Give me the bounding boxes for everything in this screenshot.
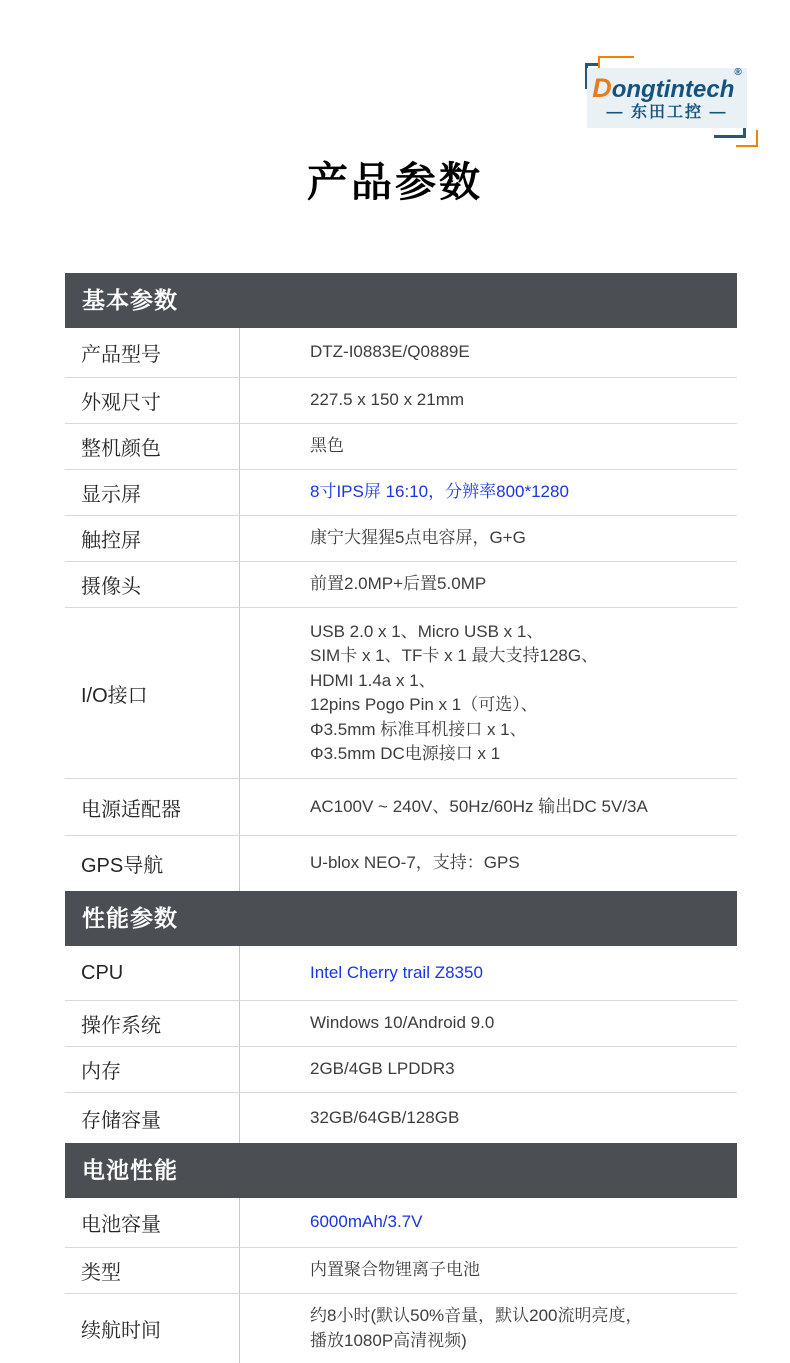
section-header-battery-params: 电池性能: [65, 1143, 737, 1198]
row-label: 整机颜色: [65, 424, 240, 469]
spec-row-storage: [65, 1093, 737, 1143]
row-label: GPS导航: [65, 836, 240, 891]
brand-chinese-name: — 东田工控 —: [606, 103, 728, 121]
row-value: AC100V ~ 240V、50Hz/60Hz 输出DC 5V/3A: [310, 796, 648, 816]
brand-rest: ongtintech: [611, 76, 735, 104]
product-spec-table: [65, 273, 737, 1363]
spec-row-display: [65, 470, 737, 516]
row-value: DTZ-I0883E/Q0889E: [310, 342, 470, 362]
spec-row-camera: [65, 562, 737, 608]
spec-row-io-ports: [65, 608, 737, 779]
io-line: 12pins Pogo Pin x 1（可选）、: [310, 695, 538, 714]
row-label: 触控屏: [65, 516, 240, 561]
row-value: 227.5 x 150 x 21mm: [310, 390, 465, 410]
row-value-multiline: [240, 1294, 737, 1363]
battery-life-line: 播放1080P高清视频): [310, 1330, 467, 1350]
row-label: CPU: [65, 946, 240, 1000]
spec-row-battery-capacity: [65, 1198, 737, 1248]
row-value: 黑色: [310, 436, 344, 456]
row-label: 操作系统: [65, 1001, 240, 1046]
spec-row-power-adapter: [65, 779, 737, 836]
battery-life-line: 约8小时(默认50%音量，默认200流明亮度，: [310, 1306, 643, 1325]
io-line: Φ3.5mm DC电源接口 x 1: [310, 744, 501, 763]
registered-trademark-icon: ®: [734, 67, 742, 79]
row-label: 电源适配器: [65, 779, 240, 835]
spec-row-battery-life: [65, 1294, 737, 1363]
section-header-performance-params: 性能参数: [65, 891, 737, 946]
row-label: 存储容量: [65, 1093, 240, 1143]
io-line: USB 2.0 x 1、Micro USB x 1、: [310, 621, 544, 641]
row-value-highlighted: Intel Cherry trail Z8350: [310, 962, 483, 982]
row-value-multiline: [240, 608, 737, 778]
row-label: 外观尺寸: [65, 378, 240, 423]
brand-logo: [587, 68, 747, 128]
page-title: 产品参数: [307, 159, 483, 205]
spec-row-product-model: [65, 328, 737, 378]
row-label: I/O接口: [65, 608, 240, 778]
row-label: 产品型号: [65, 328, 240, 377]
io-line: Φ3.5mm 标准耳机接口 x 1、: [310, 719, 527, 739]
row-label: 续航时间: [65, 1294, 240, 1363]
row-value: U-blox NEO-7，支持：GPS: [310, 853, 520, 873]
row-value: 康宁大猩猩5点电容屏，G+G: [310, 528, 526, 548]
logo-corner-bracket-orange-top-left-icon: [598, 56, 634, 68]
io-line: SIM卡 x 1、TF卡 x 1 最大支持128G、: [310, 646, 599, 665]
io-line: HDMI 1.4a x 1、: [310, 670, 436, 690]
spec-row-memory: [65, 1047, 737, 1093]
row-value: 32GB/64GB/128GB: [310, 1107, 460, 1127]
row-value-highlighted: 8寸IPS屏 16:10，分辨率800*1280: [310, 482, 569, 502]
spec-row-battery-type: [65, 1248, 737, 1294]
row-value-highlighted: 6000mAh/3.7V: [310, 1212, 423, 1232]
spec-row-touchscreen: [65, 516, 737, 562]
row-label: 摄像头: [65, 562, 240, 607]
logo-corner-bracket-orange-bottom-right-icon: [736, 130, 758, 147]
spec-row-gps: [65, 836, 737, 891]
brand-name: [592, 67, 742, 104]
spec-row-cpu: [65, 946, 737, 1001]
row-label: 显示屏: [65, 470, 240, 515]
brand-initial: D: [592, 73, 612, 104]
row-value: 2GB/4GB LPDDR3: [310, 1059, 455, 1079]
row-value: 前置2.0MP+后置5.0MP: [310, 574, 487, 594]
spec-row-dimensions: [65, 378, 737, 424]
section-header-basic-params: 基本参数: [65, 273, 737, 328]
spec-row-os: [65, 1001, 737, 1047]
spec-row-color: [65, 424, 737, 470]
row-label: 电池容量: [65, 1198, 240, 1247]
row-value: 内置聚合物锂离子电池: [310, 1260, 480, 1280]
row-label: 内存: [65, 1047, 240, 1092]
row-value: Windows 10/Android 9.0: [310, 1013, 495, 1033]
row-label: 类型: [65, 1248, 240, 1293]
